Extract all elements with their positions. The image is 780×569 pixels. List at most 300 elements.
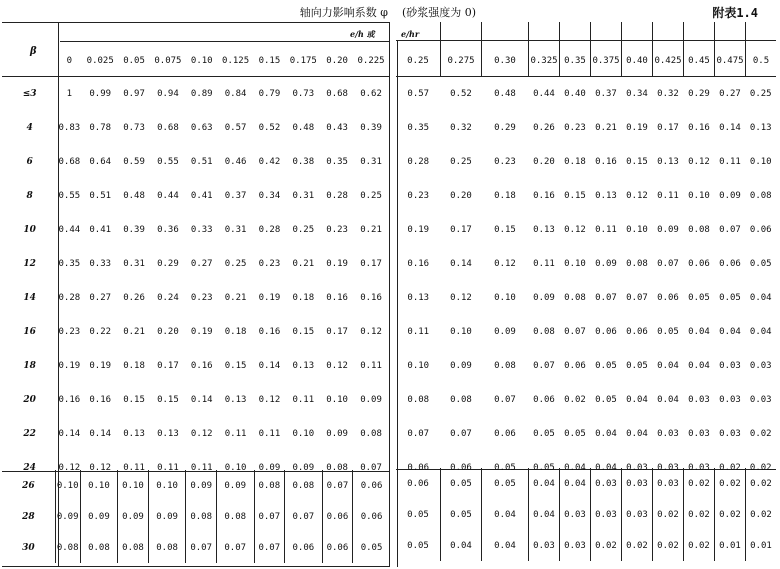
value-cell: 0.10 [55, 470, 80, 501]
table-row [396, 468, 776, 499]
beta-cell: 14 [23, 293, 36, 303]
table-row [2, 315, 390, 349]
table-row [396, 417, 776, 451]
value-cell: 0.32 [657, 89, 679, 99]
value-cell: 0.68 [326, 89, 348, 99]
value-cell: 0.21 [360, 225, 382, 235]
value-cell: 0.09 [595, 259, 617, 269]
value-cell: 0.11 [595, 225, 617, 235]
value-cell: 0.08 [749, 191, 772, 201]
value-cell: 0.10 [494, 293, 516, 303]
column-header: 0.25 [407, 55, 429, 66]
value-cell: 0.16 [89, 395, 112, 405]
table-row [2, 179, 390, 213]
value-cell: 0.09 [450, 361, 472, 371]
value-cell: 0.02 [591, 530, 622, 561]
column-header: 0.20 [326, 55, 348, 66]
value-cell: 0.06 [322, 532, 352, 563]
table-row [2, 145, 390, 179]
value-cell: 0.16 [58, 395, 81, 405]
value-cell: 0.12 [258, 395, 281, 405]
value-cell: 0.22 [89, 327, 112, 337]
value-cell: 1 [66, 89, 73, 99]
value-cell: 0.03 [688, 395, 710, 405]
table-row [2, 111, 390, 145]
beta-cell: 16 [23, 327, 36, 337]
value-cell: 0.05 [494, 463, 516, 473]
table-row [396, 213, 776, 247]
value-cell: 0.64 [89, 157, 112, 167]
value-cell: 0.10 [326, 395, 348, 405]
value-cell: 0.07 [626, 293, 648, 303]
value-cell: 0.12 [688, 157, 710, 167]
value-cell: 0.23 [407, 191, 430, 201]
column-header: 0.30 [482, 22, 529, 77]
value-cell: 0.07 [595, 293, 617, 303]
value-cell: 0.02 [653, 530, 684, 561]
value-cell: 0.02 [746, 468, 777, 499]
right-table-bottom [396, 468, 776, 561]
value-cell: 0.57 [407, 89, 430, 99]
value-cell: 0.07 [719, 225, 741, 235]
table-row [2, 470, 390, 501]
value-cell: 0.02 [749, 429, 772, 439]
value-cell: 0.63 [190, 123, 213, 133]
value-cell: 0.23 [58, 327, 81, 337]
value-cell: 0.19 [626, 123, 648, 133]
value-cell: 0.07 [564, 327, 586, 337]
table-row [396, 77, 776, 111]
value-cell: 0.03 [560, 499, 591, 530]
eh-label-right: e/hr [401, 29, 420, 39]
value-cell: 0.04 [482, 530, 529, 561]
value-cell: 0.08 [450, 395, 472, 405]
value-cell: 0.04 [657, 395, 679, 405]
value-cell: 0.12 [190, 429, 213, 439]
table-row [396, 281, 776, 315]
value-cell: 0.10 [749, 157, 772, 167]
value-cell: 0.12 [450, 293, 472, 303]
value-cell: 0.03 [657, 429, 679, 439]
value-cell: 0.39 [360, 123, 382, 133]
column-header: 0.375 [591, 22, 622, 77]
value-cell: 0.04 [749, 293, 772, 303]
beta-label: β [30, 46, 37, 57]
value-cell: 0.23 [326, 225, 348, 235]
value-cell: 0.05 [353, 532, 390, 563]
table-row [396, 179, 776, 213]
value-cell: 0.46 [224, 157, 247, 167]
value-cell: 0.09 [719, 191, 741, 201]
value-cell: 0.02 [653, 499, 684, 530]
value-cell: 0.55 [157, 157, 179, 167]
value-cell: 0.02 [684, 468, 715, 499]
value-cell: 0.41 [190, 191, 213, 201]
value-cell: 0.09 [80, 501, 118, 532]
value-cell: 0.11 [360, 361, 382, 371]
value-cell: 0.83 [58, 123, 81, 133]
value-cell: 0.05 [482, 468, 529, 499]
table-row [2, 349, 390, 383]
beta-cell: 12 [23, 259, 36, 269]
beta-cell: 20 [23, 395, 36, 405]
table-row [396, 499, 776, 530]
value-cell: 0.04 [749, 327, 772, 337]
value-cell: 0.19 [58, 361, 81, 371]
value-cell: 0.42 [258, 157, 281, 167]
value-cell: 0.05 [441, 499, 482, 530]
value-cell: 0.06 [407, 463, 430, 473]
value-cell: 0.02 [715, 499, 746, 530]
value-cell: 0.44 [58, 225, 81, 235]
column-header: 0.45 [684, 22, 715, 77]
value-cell: 0.14 [450, 259, 472, 269]
value-cell: 0.06 [564, 361, 586, 371]
value-cell: 0.08 [284, 470, 322, 501]
value-cell: 0.17 [450, 225, 472, 235]
value-cell: 0.07 [254, 501, 284, 532]
value-cell: 0.41 [89, 225, 112, 235]
value-cell: 0.07 [322, 470, 352, 501]
value-cell: 0.04 [595, 429, 617, 439]
value-cell: 0.15 [564, 191, 586, 201]
table-row [396, 349, 776, 383]
value-cell: 0.17 [657, 123, 679, 133]
value-cell: 0.52 [450, 89, 472, 99]
table-row [2, 501, 390, 532]
value-cell: 0.12 [360, 327, 382, 337]
value-cell: 0.35 [58, 259, 81, 269]
value-cell: 0.09 [186, 470, 216, 501]
value-cell: 0.89 [190, 89, 213, 99]
value-cell: 0.03 [622, 499, 653, 530]
value-cell: 0.48 [123, 191, 145, 201]
value-cell: 0.40 [564, 89, 586, 99]
value-cell: 0.02 [719, 463, 741, 473]
value-cell: 0.02 [715, 468, 746, 499]
value-cell: 0.08 [326, 463, 348, 473]
value-cell: 0.23 [190, 293, 213, 303]
header-row [2, 22, 390, 77]
value-cell: 0.08 [533, 327, 555, 337]
value-cell: 0.20 [157, 327, 179, 337]
value-cell: 0.24 [157, 293, 179, 303]
value-cell: 0.05 [595, 395, 617, 405]
value-cell: 0.16 [407, 259, 430, 269]
beta-cell: 28 [22, 511, 35, 522]
value-cell: 0.06 [719, 259, 741, 269]
value-cell: 0.16 [688, 123, 710, 133]
value-cell: 0.11 [292, 395, 315, 405]
value-cell: 0.04 [529, 499, 560, 530]
value-cell: 0.15 [123, 395, 145, 405]
value-cell: 0.18 [224, 327, 247, 337]
value-cell: 0.78 [89, 123, 112, 133]
value-cell: 0.07 [407, 429, 430, 439]
value-cell: 0.16 [595, 157, 617, 167]
value-cell: 0.25 [224, 259, 247, 269]
value-cell: 0.21 [123, 327, 145, 337]
column-header: 0.35 [560, 22, 591, 77]
value-cell: 0.07 [360, 463, 382, 473]
value-cell: 0.33 [89, 259, 112, 269]
value-cell: 0.10 [450, 327, 472, 337]
value-cell: 0.43 [326, 123, 348, 133]
value-cell: 0.02 [746, 499, 777, 530]
value-cell: 0.02 [684, 530, 715, 561]
value-cell: 0.09 [360, 395, 382, 405]
beta-cell: 30 [22, 542, 35, 553]
value-cell: 0.08 [407, 395, 430, 405]
value-cell: 0.55 [58, 191, 81, 201]
value-cell: 0.02 [749, 463, 772, 473]
value-cell: 0.03 [688, 429, 710, 439]
value-cell: 0.05 [719, 293, 741, 303]
value-cell: 0.04 [441, 530, 482, 561]
value-cell: 0.11 [224, 429, 247, 439]
value-cell: 0.20 [533, 157, 555, 167]
value-cell: 0.06 [688, 259, 710, 269]
value-cell: 0.18 [564, 157, 586, 167]
value-cell: 0.07 [186, 532, 216, 563]
table-row [2, 247, 390, 281]
value-cell: 0.08 [626, 259, 648, 269]
value-cell: 0.19 [407, 225, 430, 235]
value-cell: 0.05 [626, 361, 648, 371]
value-cell: 0.37 [595, 89, 617, 99]
value-cell: 0.19 [89, 361, 112, 371]
value-cell: 0.04 [482, 499, 529, 530]
value-cell: 0.31 [292, 191, 315, 201]
value-cell: 0.29 [157, 259, 179, 269]
value-cell: 0.48 [494, 89, 516, 99]
value-cell: 0.73 [123, 123, 145, 133]
value-cell: 0.97 [123, 89, 145, 99]
value-cell: 0.08 [186, 501, 216, 532]
value-cell: 0.68 [157, 123, 179, 133]
value-cell: 0.25 [450, 157, 472, 167]
value-cell: 0.13 [407, 293, 430, 303]
value-cell: 0.10 [118, 470, 148, 501]
value-cell: 0.29 [688, 89, 710, 99]
value-cell: 0.03 [591, 499, 622, 530]
value-cell: 0.06 [626, 327, 648, 337]
value-cell: 0.51 [190, 157, 213, 167]
value-cell: 0.27 [89, 293, 112, 303]
value-cell: 0.01 [715, 530, 746, 561]
value-cell: 0.33 [190, 225, 213, 235]
value-cell: 0.23 [564, 123, 586, 133]
value-cell: 0.03 [529, 530, 560, 561]
value-cell: 0.51 [89, 191, 112, 201]
value-cell: 0.06 [407, 478, 429, 489]
value-cell: 0.15 [157, 395, 179, 405]
value-cell: 0.08 [564, 293, 586, 303]
header-row [396, 22, 776, 77]
value-cell: 0.02 [684, 499, 715, 530]
value-cell: 0.10 [80, 470, 118, 501]
value-cell: 0.31 [360, 157, 382, 167]
value-cell: 0.14 [258, 361, 281, 371]
value-cell: 0.06 [595, 327, 617, 337]
value-cell: 0.39 [123, 225, 145, 235]
value-cell: 0.17 [157, 361, 179, 371]
value-cell: 0.14 [190, 395, 213, 405]
value-cell: 0.06 [353, 470, 390, 501]
value-cell: 0.13 [657, 157, 679, 167]
value-cell: 0.05 [441, 468, 482, 499]
value-cell: 0.68 [58, 157, 81, 167]
value-cell: 0.13 [749, 123, 772, 133]
value-cell: 0.07 [284, 501, 322, 532]
value-cell: 0.13 [595, 191, 617, 201]
value-cell: 0.03 [591, 468, 622, 499]
table-subtitle: (砂浆强度为 0) [402, 6, 477, 19]
value-cell: 0.07 [450, 429, 472, 439]
value-cell: 0.12 [58, 463, 81, 473]
value-cell: 0.84 [224, 89, 247, 99]
value-cell: 0.11 [657, 191, 679, 201]
value-cell: 0.10 [564, 259, 586, 269]
value-cell: 0.09 [148, 501, 186, 532]
column-header: 0.40 [622, 22, 653, 77]
value-cell: 0.26 [123, 293, 145, 303]
value-cell: 0.35 [407, 123, 430, 133]
beta-cell: 24 [23, 463, 36, 473]
value-cell: 0.31 [224, 225, 247, 235]
value-cell: 0.04 [564, 463, 586, 473]
value-cell: 0.10 [224, 463, 247, 473]
table-title: 轴向力影响系数 φ [299, 6, 388, 19]
value-cell: 0.11 [719, 157, 741, 167]
column-header: 0.175 [289, 55, 317, 66]
value-cell: 0.08 [688, 225, 710, 235]
value-cell: 0.11 [407, 327, 430, 337]
value-cell: 0.17 [326, 327, 348, 337]
value-cell: 0.02 [622, 530, 653, 561]
value-cell: 0.08 [360, 429, 382, 439]
eh-label-left: e/h 或 [350, 29, 375, 39]
value-cell: 0.06 [353, 501, 390, 532]
value-cell: 0.01 [746, 530, 777, 561]
value-cell: 0.11 [533, 259, 555, 269]
left-table-top [2, 22, 390, 485]
value-cell: 0.21 [595, 123, 617, 133]
value-cell: 0.05 [533, 429, 555, 439]
value-cell: 0.08 [216, 501, 254, 532]
value-cell: 0.15 [494, 225, 516, 235]
value-cell: 0.10 [626, 225, 648, 235]
value-cell: 0.09 [118, 501, 148, 532]
value-cell: 0.03 [560, 530, 591, 561]
value-cell: 0.13 [157, 429, 179, 439]
value-cell: 0.59 [123, 157, 145, 167]
value-cell: 0.28 [58, 293, 81, 303]
value-cell: 0.07 [216, 532, 254, 563]
value-cell: 0.31 [123, 259, 145, 269]
value-cell: 0.03 [622, 468, 653, 499]
value-cell: 0.05 [749, 259, 772, 269]
column-header: 0.125 [222, 55, 250, 66]
value-cell: 0.05 [595, 361, 617, 371]
column-header: 0.05 [123, 55, 145, 66]
column-header: 0.275 [441, 22, 482, 77]
value-cell: 0.03 [719, 361, 741, 371]
value-cell: 0.15 [224, 361, 247, 371]
value-cell: 0.29 [494, 123, 516, 133]
value-cell: 0.04 [626, 429, 648, 439]
value-cell: 0.62 [360, 89, 382, 99]
value-cell: 0.27 [190, 259, 213, 269]
value-cell: 0.10 [148, 470, 186, 501]
value-cell: 0.03 [653, 468, 684, 499]
value-cell: 0.03 [626, 463, 648, 473]
value-cell: 0.16 [533, 191, 555, 201]
value-cell: 0.12 [564, 225, 586, 235]
value-cell: 0.21 [292, 259, 315, 269]
value-cell: 0.05 [407, 540, 429, 551]
value-cell: 0.07 [657, 259, 679, 269]
value-cell: 0.13 [533, 225, 555, 235]
table-row [2, 532, 390, 563]
value-cell: 0.11 [123, 463, 145, 473]
value-cell: 0.14 [89, 429, 112, 439]
column-header: 0.075 [154, 55, 182, 66]
value-cell: 0.07 [254, 532, 284, 563]
value-cell: 0.17 [360, 259, 382, 269]
value-cell: 0.09 [326, 429, 348, 439]
value-cell: 0.15 [626, 157, 648, 167]
column-header: 0.325 [529, 22, 560, 77]
value-cell: 0.04 [529, 468, 560, 499]
table-row [396, 315, 776, 349]
value-cell: 0.07 [494, 395, 516, 405]
table-row [2, 213, 390, 247]
value-cell: 0.25 [292, 225, 315, 235]
value-cell: 0.08 [494, 361, 516, 371]
value-cell: 0.08 [80, 532, 118, 563]
beta-cell: 8 [26, 191, 33, 201]
beta-cell: 6 [26, 157, 33, 167]
value-cell: 0.12 [494, 259, 516, 269]
value-cell: 0.27 [719, 89, 741, 99]
value-cell: 0.09 [292, 463, 315, 473]
value-cell: 0.16 [190, 361, 213, 371]
value-cell: 0.06 [322, 501, 352, 532]
value-cell: 0.99 [89, 89, 112, 99]
table-row [396, 145, 776, 179]
table-row [396, 111, 776, 145]
value-cell: 0.06 [284, 532, 322, 563]
value-cell: 0.09 [533, 293, 555, 303]
value-cell: 0.32 [450, 123, 472, 133]
value-cell: 0.19 [326, 259, 348, 269]
value-cell: 0.19 [258, 293, 281, 303]
table-row [2, 281, 390, 315]
value-cell: 0.94 [157, 89, 179, 99]
value-cell: 0.06 [657, 293, 679, 303]
value-cell: 0.10 [407, 361, 430, 371]
value-cell: 0.09 [657, 225, 679, 235]
value-cell: 0.03 [719, 395, 741, 405]
left-table-bottom [2, 470, 390, 563]
table-row [396, 383, 776, 417]
value-cell: 0.09 [55, 501, 80, 532]
value-cell: 0.10 [688, 191, 710, 201]
value-cell: 0.36 [157, 225, 179, 235]
value-cell: 0.05 [533, 463, 555, 473]
value-cell: 0.26 [533, 123, 555, 133]
